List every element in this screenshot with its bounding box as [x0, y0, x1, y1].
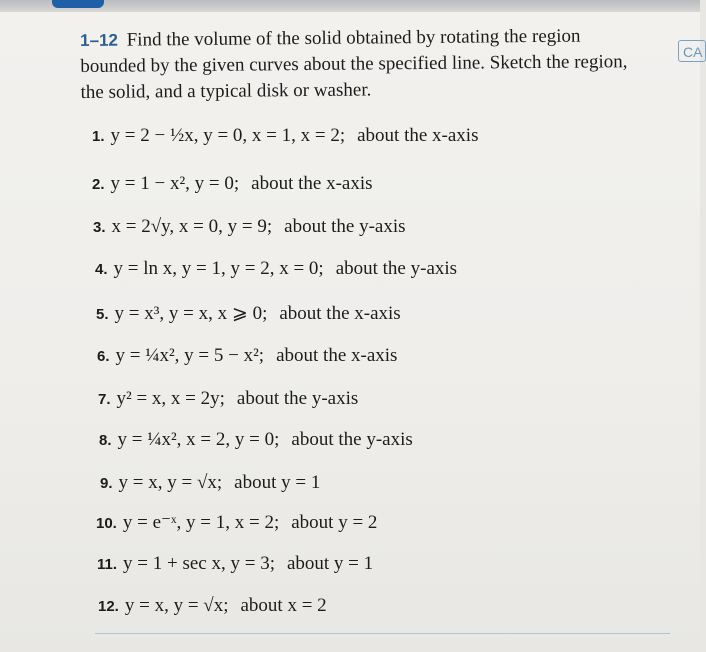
- problem-equation: x = 2√y, x = 0, y = 9;: [111, 216, 273, 237]
- problem-equation: y = ln x, y = 1, y = 2, x = 0;: [113, 258, 324, 279]
- problem-number: 6.: [97, 348, 110, 365]
- problem-axis: about y = 1: [286, 553, 374, 574]
- problem-equation: y = 2 − ½x, y = 0, x = 1, x = 2;: [110, 125, 346, 146]
- problem-5: [96, 302, 401, 327]
- problem-number: 7.: [98, 391, 111, 408]
- problem-number: 10.: [96, 515, 117, 532]
- problem-11: [97, 552, 373, 577]
- problem-axis: about the y-axis: [291, 429, 413, 450]
- problem-equation: y = e⁻ˣ, y = 1, x = 2;: [122, 512, 280, 533]
- top-tab-marker: [52, 0, 104, 8]
- exercise-instructions: Find the volume of the solid obtained by rotating the region bounded by the given curves about the specified line. Sketch the region, the solid, and a typical disk or washer.: [80, 25, 628, 103]
- exercise-range: 1–12: [80, 30, 119, 50]
- problem-number: 4.: [95, 261, 108, 278]
- problem-number: 2.: [92, 176, 105, 193]
- textbook-page: [0, 12, 703, 652]
- problem-number: 1.: [92, 128, 105, 145]
- problem-number: 11.: [97, 556, 118, 573]
- problem-axis: about the x-axis: [279, 303, 401, 324]
- problem-equation: y = x, y = √x;: [124, 595, 229, 616]
- problem-equation: y = x³, y = x, x ⩾ 0;: [114, 303, 268, 324]
- problem-number: 5.: [96, 306, 109, 323]
- problem-4: [95, 257, 457, 282]
- problem-axis: about the y-axis: [236, 388, 359, 409]
- problem-axis: about y = 2: [291, 512, 378, 533]
- problem-7: [98, 387, 358, 412]
- problem-equation: y = ¼x², y = 5 − x²;: [115, 345, 265, 366]
- problem-12: [98, 594, 327, 619]
- problem-equation: y = 1 + sec x, y = 3;: [123, 553, 275, 574]
- problem-equation: y = ¼x², x = 2, y = 0;: [117, 429, 280, 450]
- problem-axis: about the y-axis: [335, 258, 458, 279]
- problem-axis: about x = 2: [240, 595, 327, 616]
- problem-axis: about the x-axis: [357, 125, 479, 146]
- problem-equation: y = x, y = √x;: [118, 472, 223, 493]
- problem-8: [99, 428, 413, 453]
- exercise-heading: [80, 23, 641, 106]
- problem-axis: about the y-axis: [284, 216, 406, 237]
- problem-number: 3.: [93, 219, 106, 236]
- problem-axis: about y = 1: [234, 472, 321, 493]
- divider-line: [95, 633, 670, 634]
- problem-6: [97, 344, 397, 369]
- corner-tag: CA: [678, 40, 706, 62]
- problem-1: [92, 124, 478, 149]
- problem-3: [93, 215, 406, 240]
- problem-number: 9.: [100, 475, 113, 492]
- problem-axis: about the x-axis: [251, 173, 373, 194]
- problem-equation: y = 1 − x², y = 0;: [110, 173, 240, 194]
- problem-2: [92, 172, 373, 197]
- problem-10: [96, 511, 377, 536]
- problem-equation: y² = x, x = 2y;: [116, 388, 225, 409]
- problem-number: 8.: [99, 432, 112, 449]
- problem-axis: about the x-axis: [276, 345, 398, 366]
- problem-9: [100, 471, 320, 496]
- problem-number: 12.: [98, 598, 119, 615]
